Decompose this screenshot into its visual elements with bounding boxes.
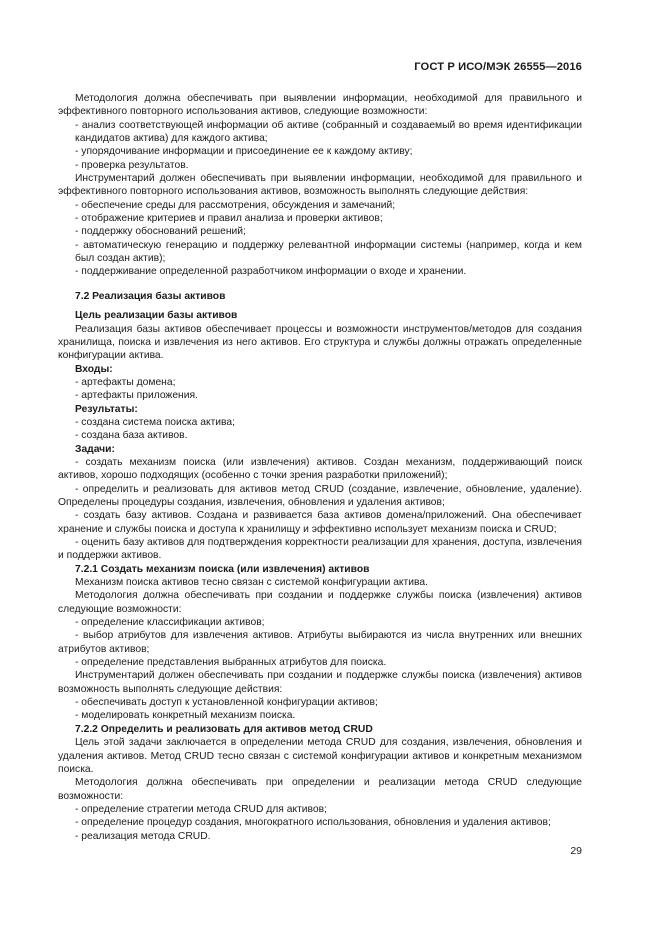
paragraph: Методология должна обеспечивать при определении и реализации метода CRUD следующие возможности: xyxy=(58,777,582,802)
subheading-inputs: Входы: xyxy=(75,363,113,375)
paragraph: Методология должна обеспечивать при создании и поддержке службы поиска (извлечения) активов следующие возможности: xyxy=(58,590,582,615)
list-item: - проверка результатов. xyxy=(75,159,189,171)
list-item: - отображение критериев и правил анализа и проверки активов; xyxy=(75,213,383,225)
page-number: 29 xyxy=(570,845,582,857)
section-heading: 7.2 Реализация базы активов xyxy=(75,290,226,302)
paragraph: Цель этой задачи заключается в определении метода CRUD для создания, извлечения, обновления и удаления активов. Метод CRUD тесно связан с системой конфигурации активов и конкретным механизмом поиска. xyxy=(58,737,582,775)
list-item: - создать базу активов. Создана и развивается база активов домена/приложений. Она обеспечивает хранение и службы поиска и доступа к хранилищу и эффективно использует механизм поиска и CRUD; xyxy=(58,510,582,535)
subsection-heading: 7.2.2 Определить и реализовать для активов метод CRUD xyxy=(75,723,373,735)
page-body xyxy=(58,92,582,843)
list-item: - определение процедур создания, многократного использования, обновления и удаления активов; xyxy=(75,817,551,829)
list-item: - реализация метода CRUD. xyxy=(75,830,211,842)
list-item: - выбор атрибутов для извлечения активов. Атрибуты выбираются из числа внутренних или внешних атрибутов активов; xyxy=(58,630,582,655)
list-item: - обеспечение среды для рассмотрения, обсуждения и замечаний; xyxy=(75,199,396,211)
list-item: - создана база активов. xyxy=(75,430,188,442)
list-item: - поддержку обоснований решений; xyxy=(75,226,246,238)
paragraph: Методология должна обеспечивать при выявлении информации, необходимой для правильного и эффективного повторного использования активов, следующие возможности: xyxy=(58,93,582,118)
document-code-header: ГОСТ Р ИСО/МЭК 26555—2016 xyxy=(414,61,582,73)
list-item: - определение классификации активов; xyxy=(75,617,265,629)
subheading-tasks: Задачи: xyxy=(75,443,115,455)
paragraph: Механизм поиска активов тесно связан с системой конфигурации актива. xyxy=(75,577,428,589)
list-item: - создать механизм поиска (или извлечения) активов. Создан механизм, поддерживающий поиск активов, хорошо подходящих (особенно с точки зрения разработки приложений); xyxy=(58,456,582,482)
list-item: - определение представления выбранных атрибутов для поиска. xyxy=(75,657,387,669)
subsection-heading: 7.2.1 Создать механизм поиска (или извлечения) активов xyxy=(75,563,370,575)
list-item: - поддерживание определенной разработчиком информации о входе и хранении. xyxy=(75,266,467,278)
subheading-results: Результаты: xyxy=(75,403,138,415)
list-item: - определить и реализовать для активов метод CRUD (создание, извлечение, обновление, удаление). Определены процедуры создания, извлечения, обновления и удаления активов; xyxy=(58,483,582,508)
paragraph: Инструментарий должен обеспечивать при выявлении информации, необходимой для правильного и эффективного повторного использования активов, возможность выполнять следующие действия: xyxy=(58,173,582,198)
list-item: - автоматическую генерацию и поддержку релевантной информации системы (например, когда и кем был создан актив); xyxy=(75,239,582,265)
list-item: - определение стратегии метода CRUD для активов; xyxy=(75,803,327,815)
list-item: - оценить базу активов для подтверждения корректности реализации для хранения, доступа, извлечения и поддержки активов. xyxy=(58,537,582,562)
list-item: - упорядочивание информации и присоединение ее к каждому активу; xyxy=(75,146,413,158)
list-item: - артефакты приложения. xyxy=(75,390,198,402)
list-item: - анализ соответствующей информации об активе (собранный и создаваемый во время идентификации кандидатов актива) для каждого актива; xyxy=(75,119,582,145)
paragraph: Инструментарий должен обеспечивать при создании и поддержке службы поиска (извлечения) активов возможность выполнять следующие действия: xyxy=(58,670,582,695)
list-item: - моделировать конкретный механизм поиска. xyxy=(75,710,296,722)
subheading-goal: Цель реализации базы активов xyxy=(75,310,238,322)
list-item: - обеспечивать доступ к установленной конфигурации активов; xyxy=(75,697,378,709)
list-item: - артефакты домена; xyxy=(75,376,176,388)
list-item: - создана система поиска актива; xyxy=(75,416,235,428)
paragraph: Реализация базы активов обеспечивает процессы и возможности инструментов/методов для создания хранилища, поиска и извлечения из него активов. Его структура и службы должны отражать определенные конфигурации актива. xyxy=(58,323,582,362)
